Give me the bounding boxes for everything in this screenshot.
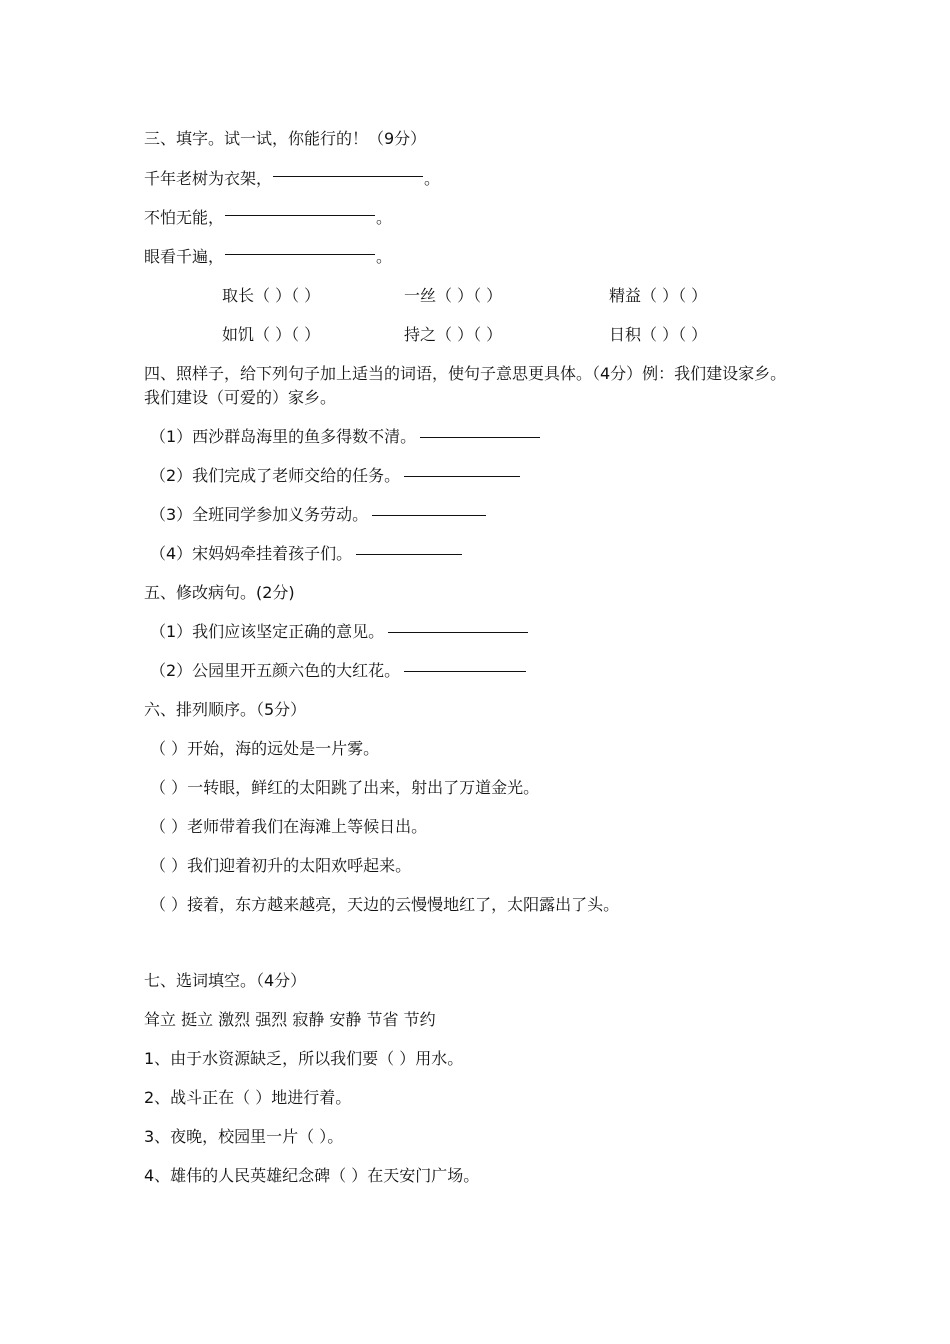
answer-blank[interactable]: [356, 554, 462, 555]
fill-line-2: [144, 207, 392, 229]
section5-title: 五、修改病句。(2分): [144, 583, 295, 602]
order-item: （ ）开始，海的远处是一片雾。: [150, 739, 380, 758]
sentence-text: （2）我们完成了老师交给的任务。: [150, 466, 401, 485]
fill-line-3: [144, 246, 392, 268]
word-bank: 耸立 挺立 激烈 强烈 寂静 安静 节省 节约: [144, 1010, 436, 1029]
order-item: （ ）老师带着我们在海滩上等候日出。: [150, 817, 428, 836]
fill-line-text: 不怕无能，: [144, 208, 225, 227]
answer-blank[interactable]: [388, 632, 528, 633]
idiom-word: 一丝（ ）（ ）: [404, 286, 503, 305]
answer-dash-line[interactable]: [273, 176, 423, 177]
answer-blank[interactable]: [420, 437, 540, 438]
idiom-word: 如饥（ ）（ ）: [222, 325, 321, 344]
sentence-item: [150, 660, 526, 682]
section4-title: 四、照样子，给下列句子加上适当的词语，使句子意思更具体。（4分）例：我们建设家乡。 我们建设（可爱的）家乡。: [144, 364, 787, 407]
sentence-text: （3）全班同学参加义务劳动。: [150, 505, 369, 524]
sentence-item: [150, 543, 462, 565]
idiom-word: 持之（ ）（ ）: [404, 325, 503, 344]
sentence-text: （2）公园里开五颜六色的大红花。: [150, 661, 401, 680]
idiom-word: 精益（ ）（ ）: [609, 286, 708, 305]
order-item: （ ）我们迎着初升的太阳欢呼起来。: [150, 856, 412, 875]
fill-line-text: 千年老树为衣架，: [144, 169, 273, 188]
fill-line-text: 眼看千遍，: [144, 247, 225, 266]
sentence-text: （4）宋妈妈牵挂着孩子们。: [150, 544, 353, 563]
section3-title: 三、填字。试一试，你能行的！（9分）: [144, 129, 427, 148]
sentence-text: （1）西沙群岛海里的鱼多得数不清。: [150, 427, 417, 446]
answer-blank[interactable]: [372, 515, 486, 516]
fill-item: 4、雄伟的人民英雄纪念碑（ ）在天安门广场。: [144, 1166, 480, 1185]
end-mark: 。: [376, 208, 393, 227]
order-item: （ ）一转眼，鲜红的太阳跳了出来，射出了万道金光。: [150, 778, 540, 797]
answer-dash-line[interactable]: [225, 215, 375, 216]
answer-blank[interactable]: [404, 671, 526, 672]
sentence-item: [150, 504, 486, 526]
section7-title: 七、选词填空。（4分）: [144, 971, 307, 990]
end-mark: 。: [376, 247, 393, 266]
section6-title: 六、排列顺序。（5分）: [144, 700, 307, 719]
answer-dash-line[interactable]: [225, 254, 375, 255]
sentence-item: [150, 465, 520, 487]
idiom-word: 日积（ ）（ ）: [609, 325, 708, 344]
sentence-item: [150, 426, 540, 448]
order-item: （ ）接着，东方越来越亮，天边的云慢慢地红了，太阳露出了头。: [150, 895, 620, 914]
sentence-text: （1）我们应该坚定正确的意见。: [150, 622, 385, 641]
end-mark: 。: [424, 169, 441, 188]
answer-blank[interactable]: [404, 476, 520, 477]
fill-line-1: [144, 168, 440, 190]
idiom-word: 取长（ ）（ ）: [222, 286, 321, 305]
fill-item: 2、战斗正在（ ）地进行着。: [144, 1088, 352, 1107]
fill-item: 3、夜晚，校园里一片（ ）。: [144, 1127, 344, 1146]
fill-item: 1、由于水资源缺乏，所以我们要（ ）用水。: [144, 1049, 464, 1068]
sentence-item: [150, 621, 528, 643]
